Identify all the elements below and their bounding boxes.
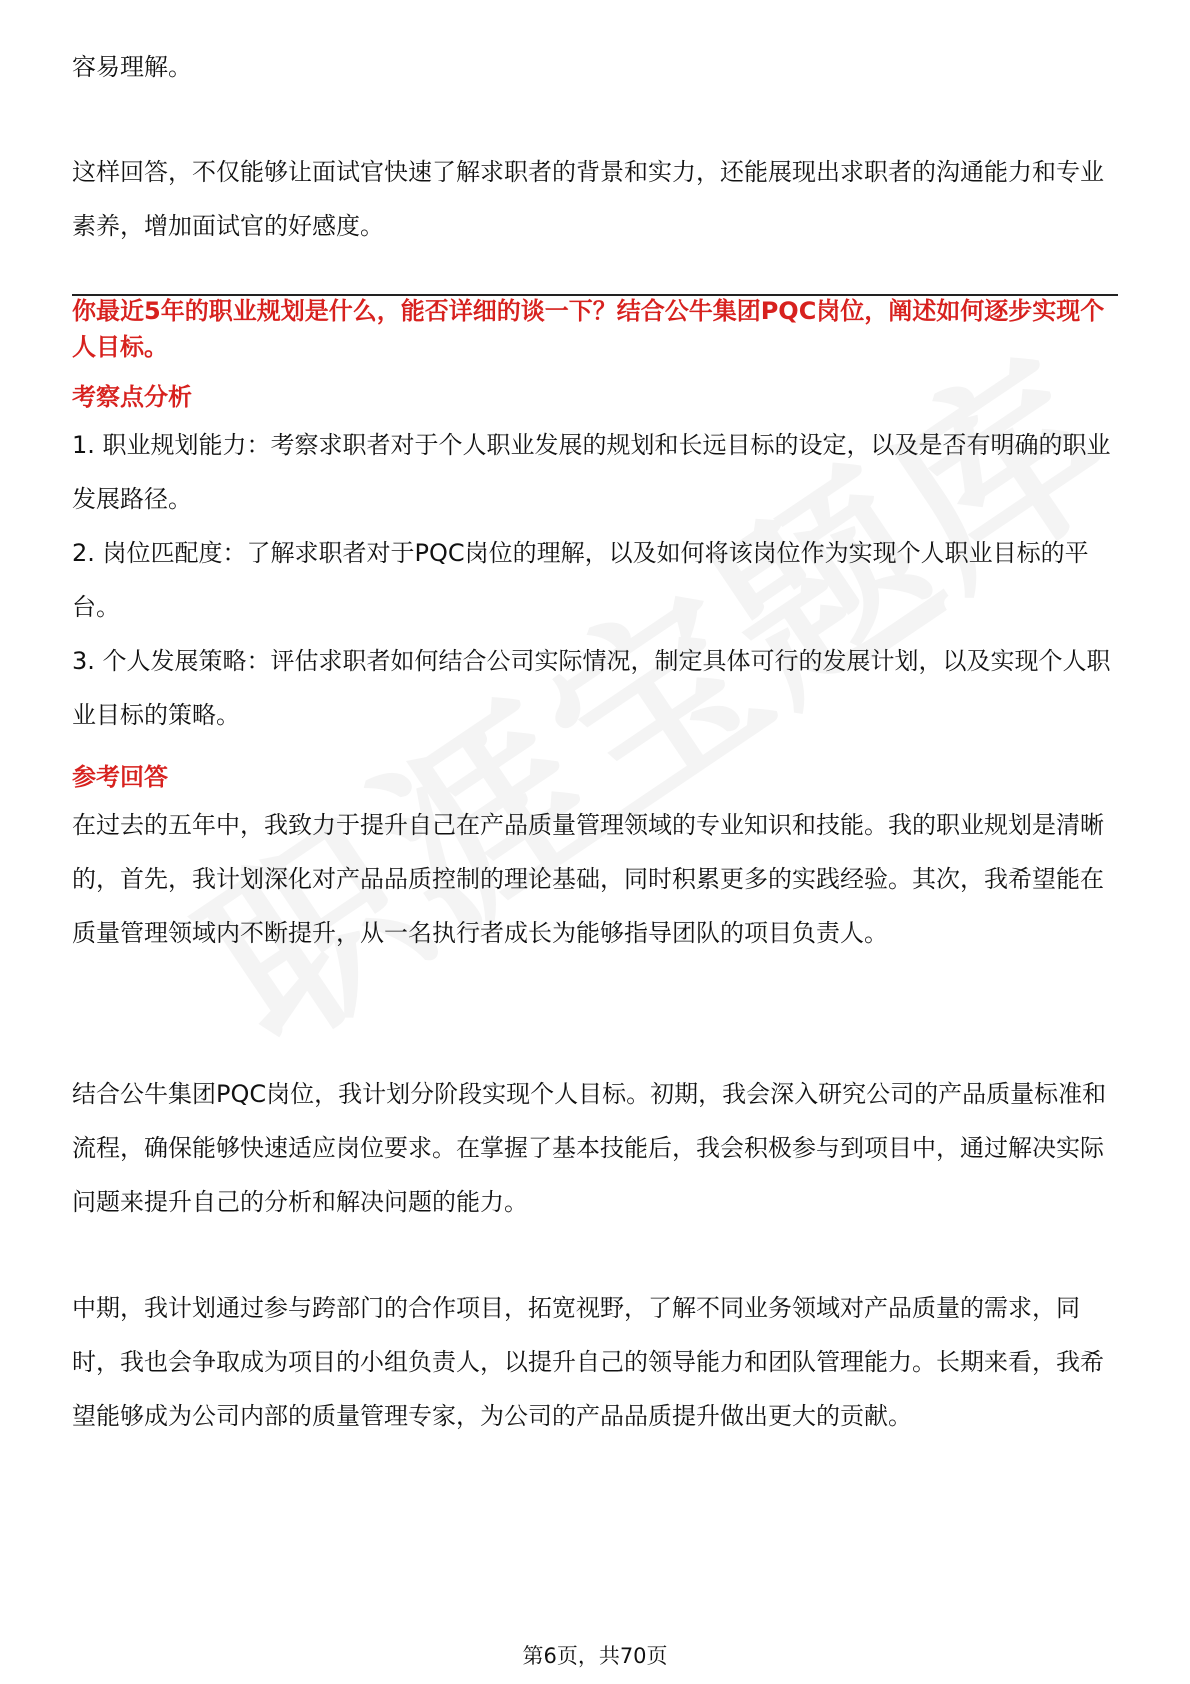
question-title: 你最近5年的职业规划是什么，能否详细的谈一下？结合公牛集团PQC岗位，阐述如何逐步实现个人目标。 — [72, 297, 1105, 361]
analysis-point-1: 1. 职业规划能力：考察求职者对于个人职业发展的规划和长远目标的设定，以及是否有明确的职业发展路径。 — [72, 431, 1111, 513]
answer-heading: 参考回答 — [72, 763, 168, 791]
answer-paragraph-2: 结合公牛集团PQC岗位，我计划分阶段实现个人目标。初期，我会深入研究公司的产品质量标准和流程，确保能够快速适应岗位要求。在掌握了基本技能后，我会积极参与到项目中，通过解决实际问题来提升自己的分析和解决问题的能力。 — [72, 1080, 1107, 1216]
intro-tail-text: 容易理解。 — [72, 53, 192, 81]
answer-paragraph-1: 在过去的五年中，我致力于提升自己在产品质量管理领域的专业知识和技能。我的职业规划是清晰的，首先，我计划深化对产品品质控制的理论基础，同时积累更多的实践经验。其次，我希望能在质量管理领域内不断提升，从一名执行者成长为能够指导团队的项目负责人。 — [72, 811, 1104, 947]
document-page — [72, 0, 1118, 1684]
analysis-point-2: 2. 岗位匹配度：了解求职者对于PQC岗位的理解，以及如何将该岗位作为实现个人职业目标的平台。 — [72, 539, 1089, 621]
analysis-heading: 考察点分析 — [72, 383, 192, 411]
answer-paragraph-3: 中期，我计划通过参与跨部门的合作项目，拓宽视野，了解不同业务领域对产品质量的需求，同时，我也会争取成为项目的小组负责人，以提升自己的领导能力和团队管理能力。长期来看，我希望能够成为公司内部的质量管理专家，为公司的产品品质提升做出更大的贡献。 — [72, 1294, 1104, 1430]
analysis-point-3: 3. 个人发展策略：评估求职者如何结合公司实际情况，制定具体可行的发展计划，以及实现个人职业目标的策略。 — [72, 647, 1111, 729]
page-number: 第6页，共70页 — [522, 1644, 668, 1668]
intro-summary-text: 这样回答，不仅能够让面试官快速了解求职者的背景和实力，还能展现出求职者的沟通能力和专业素养，增加面试官的好感度。 — [72, 158, 1104, 240]
